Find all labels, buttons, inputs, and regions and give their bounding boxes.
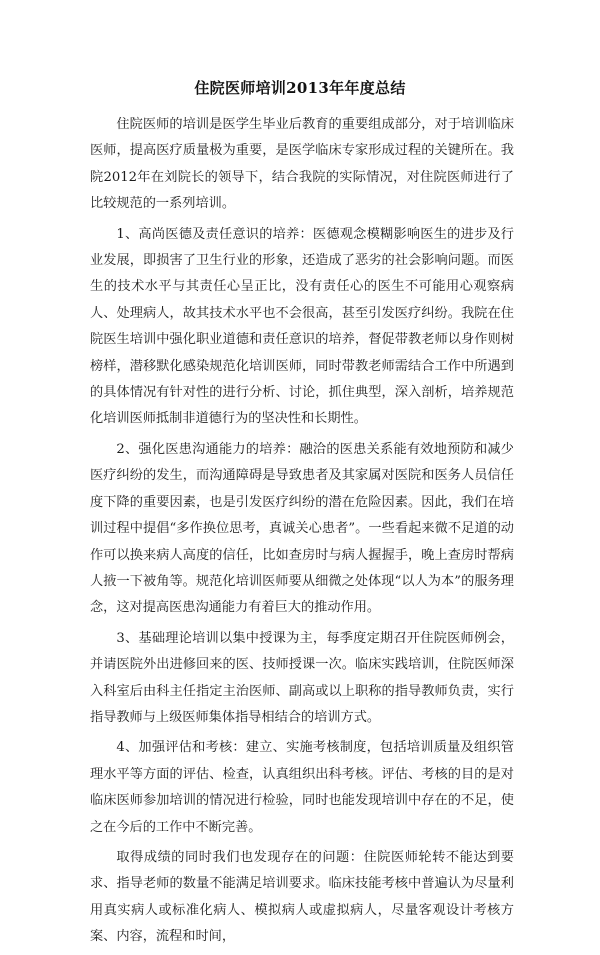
paragraph-theory-training: 3、基础理论培训以集中授课为主，每季度定期召开住院医师例会，并请医院外出进修回来的医、技师授课一次。临床实践培训，住院医师深入科室后由科主任指定主治医师、副高或以上职称的指导教师负责，实行指导教师与上级医师集体指导相结合的培训方式。 [90,630,514,725]
document-title: 住院医师培训2013年年度总结 [194,79,406,97]
paragraph-intro: 住院医师的培训是医学生毕业后教育的重要组成部分，对于培训临床医师，提高医疗质量极为重要，是医学临床专家形成过程的关键所在。我院2012年在刘院长的领导下，结合我院的实际情况，对住院医师进行了比较规范的一系列培训。 [90,117,514,212]
paragraph-medical-ethics: 1、高尚医德及责任意识的培养：医德观念模糊影响医生的进步及行业发展，即损害了卫生行业的形象，还造成了恶劣的社会影响问题。而医生的技术水平与其责任心呈正比，没有责任心的医生不可能用心观察病人、处理病人，故其技术水平也不会很高，甚至引发医疗纠纷。我院在住院医生培训中强化职业道德和责任意识的培养，督促带教老师以身作则树榜样，潜移默化感染规范化培训医师，同时带教老师需结合工作中所遇到的具体情况有针对性的进行分析、讨论，抓住典型，深入剖析，培养规范化培训医师抵制非道德行为的坚决性和长期性。 [90,226,514,427]
paragraph-communication: 2、强化医患沟通能力的培养：融洽的医患关系能有效地预防和减少医疗纠纷的发生，而沟通障碍是导致患者及其家属对医院和医务人员信任度下降的重要因素，也是引发医疗纠纷的潜在危险因素。因此，我们在培训过程中提倡“多作换位思考，真诚关心患者”。一些看起来微不足道的动作可以换来病人高度的信任，比如查房时与病人握握手，晚上查房时帮病人掖一下被角等。规范化培训医师要从细微之处体现“以人为本”的服务理念，这对提高医患沟通能力有着巨大的推动作用。 [90,441,514,616]
document-body [90,112,514,955]
paragraph-problems: 取得成绩的同时我们也发现存在的问题：住院医师轮转不能达到要求、指导老师的数量不能满足培训要求。临床技能考核中普遍认为尽量利用真实病人或标准化病人、模拟病人或虚拟病人，尽量客观设计考核方案、内容，流程和时间， [90,849,514,945]
paragraph-assessment: 4、加强评估和考核：建立、实施考核制度，包括培训质量及组织管理水平等方面的评估、检查，认真组织出科考核。评估、考核的目的是对临床医师参加培训的情况进行检验，同时也能发现培训中存在的不足，使之在今后的工作中不断完善。 [90,740,514,835]
